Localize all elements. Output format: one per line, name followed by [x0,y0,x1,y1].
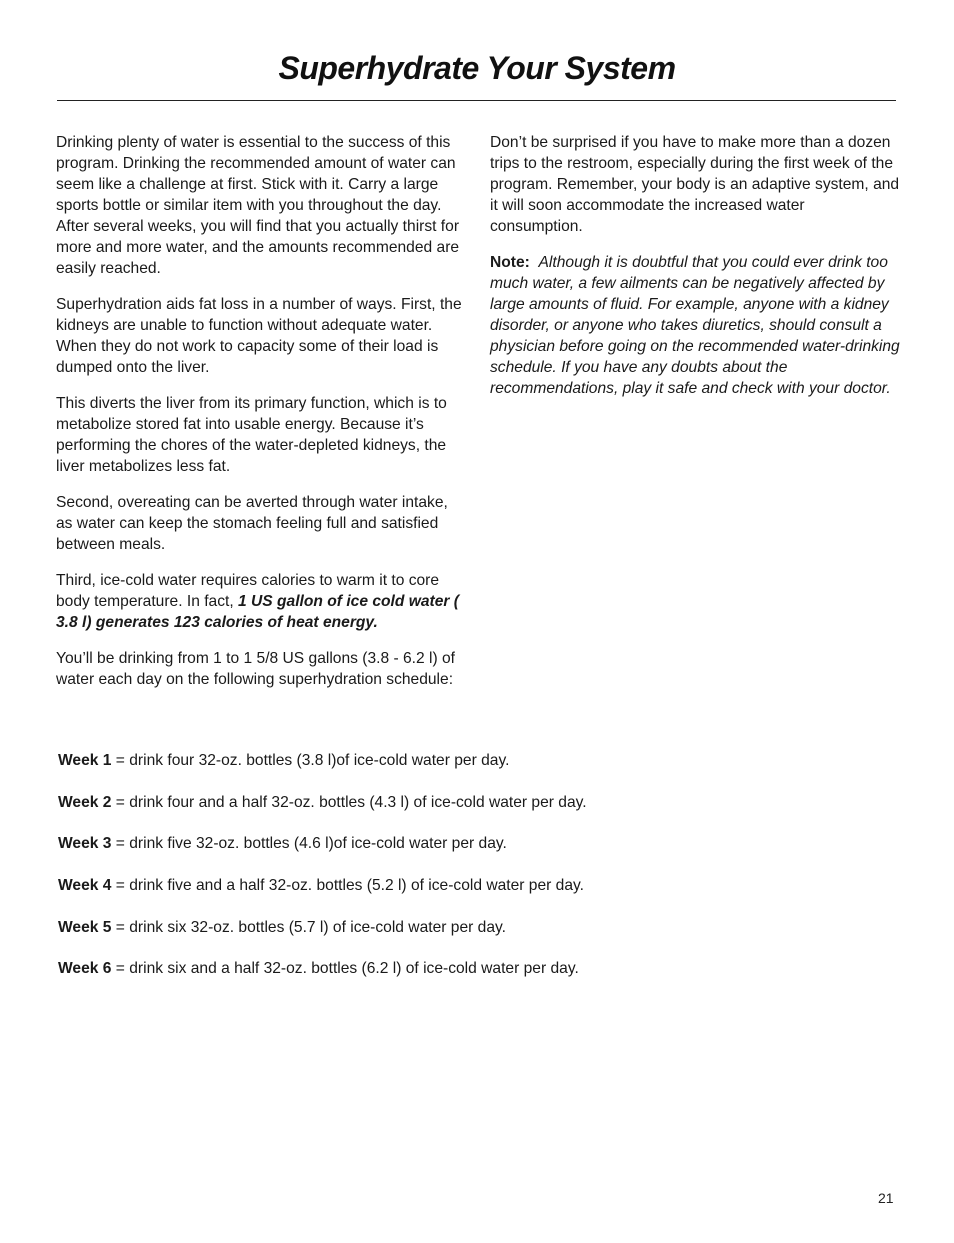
schedule-row-week-3 [58,833,918,875]
schedule-row-week-2 [58,792,918,834]
week-label: Week 6 [58,960,112,978]
schedule-row-week-1 [58,750,918,792]
paragraph-intro: Drinking plenty of water is essential to the success of this program. Drinking the recommended amount of water can seem like a challenge at first. Stick with it. Carry a large sports bottle or similar item with you throughout the day. After several weeks, you will find that you actually thirst for more and more water, and the amounts recommended are easily reached. [56,134,460,277]
paragraph-restroom: Don’t be surprised if you have to make more than a dozen trips to the restroom, especially during the first week of the program. Remember, your body is an adaptive system, and it will soon accommodate the increased water consumption. [490,134,900,235]
schedule-row-week-4 [58,875,918,917]
water-schedule [58,750,918,1000]
paragraph-kidneys: Superhydration aids fat loss in a number of ways. First, the kidneys are unable to function without adequate water. When they do not work to capacity some of their load is dumped onto the liver. [56,296,462,376]
week-instruction: = drink four and a half 32-oz. bottles (4.3 l) of ice-cold water per day. [111,793,587,811]
week-label: Week 4 [58,877,112,895]
week-label: Week 2 [58,793,112,811]
paragraph-schedule-intro: You’ll be drinking from 1 to 1 5/8 US gallons (3.8 - 6.2 l) of water each day on the following superhydration schedule: [56,650,456,688]
week-instruction: = drink six and a half 32-oz. bottles (6.2 l) of ice-cold water per day. [111,960,579,978]
page-title: Superhydrate Your System [278,50,676,86]
ice-cold-emphasis: 1 US gallon of ice cold water ( 3.8 l) generates 123 calories of heat energy. [56,593,459,631]
paragraph-overeating: Second, overeating can be averted through water intake, as water can keep the stomach feeling full and satisfied between meals. [56,494,448,553]
week-instruction: = drink five 32-oz. bottles (4.6 l)of ice-cold water per day. [111,835,507,853]
left-column [56,132,466,705]
week-instruction: = drink four 32-oz. bottles (3.8 l)of ice-cold water per day. [111,752,510,769]
week-instruction: = drink six 32-oz. bottles (5.7 l) of ice-cold water per day. [111,918,506,936]
week-label: Week 1 [58,752,112,769]
week-label: Week 5 [58,918,112,936]
page-number: 21 [878,1190,894,1206]
note-text: Although it is doubtful that you could ever drink too much water, a few ailments can be negatively affected by large amounts of fluid. For example, anyone with a kidney disorder, or anyone who takes diuretics, should consult a physician before going on the recommended water-drinking schedule. If you have any doubts about the recommendations, play it safe and check with your doctor. [490,254,900,397]
note-paragraph [490,252,900,399]
paragraph-liver: This diverts the liver from its primary function, which is to metabolize stored fat into usable energy. Because it’s performing the chores of the water-depleted kidneys, the liver metabolizes less fat. [56,395,447,475]
ice-cold-lead: Third, ice-cold water requires calories to warm it to core body temperature. In fact, [56,572,440,610]
paragraph-ice-cold [56,570,466,633]
right-column [490,132,900,414]
title-divider [57,100,896,101]
schedule-row-week-6 [58,958,918,1000]
week-instruction: = drink five and a half 32-oz. bottles (5.2 l) of ice-cold water per day. [111,877,584,895]
week-label: Week 3 [58,835,112,853]
schedule-row-week-5 [58,917,918,959]
note-label: Note: [490,254,530,271]
